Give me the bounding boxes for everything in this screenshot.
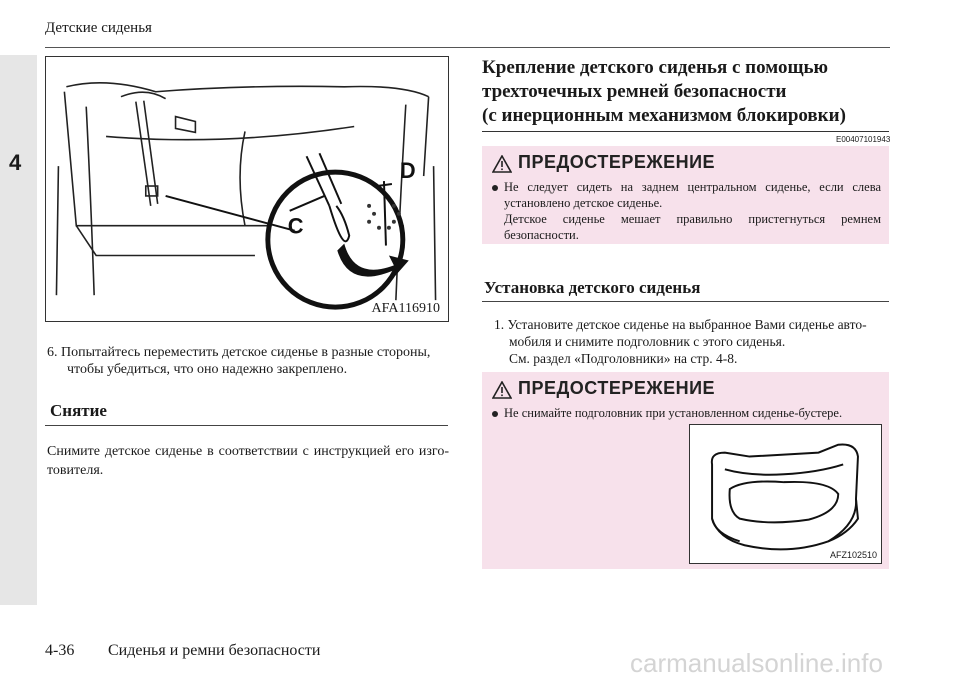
warning-2-title: ПРЕДОСТЕРЕЖЕНИЕ bbox=[518, 378, 716, 398]
bullet-icon bbox=[492, 185, 498, 191]
install-step1-line3: См. раздел «Подголовники» на стр. 4-8. bbox=[509, 351, 738, 366]
bullet-icon bbox=[492, 411, 498, 417]
removal-rule bbox=[45, 425, 448, 426]
header-rule bbox=[45, 47, 890, 48]
warning-1-continuation: Детское сиденье мешает правильно пристегнуться ремнем безопасности. bbox=[504, 212, 881, 243]
seat-anchor-illustration bbox=[46, 57, 448, 321]
watermark: carmanualsonline.info bbox=[630, 648, 883, 678]
warning-1-title: ПРЕДОСТЕРЕЖЕНИЕ bbox=[518, 152, 716, 172]
figure-code: AFA116910 bbox=[371, 301, 440, 316]
warning-1-header bbox=[492, 152, 881, 173]
install-step1-line2: мобиля и снимите подголовник с этого сиденья. bbox=[509, 334, 786, 349]
booster-figure-code: AFZ102510 bbox=[829, 550, 877, 560]
step-6-line1: 6. Попытайтесь переместить детское сиденье в разные стороны, bbox=[47, 345, 431, 360]
section-title-line1: Крепление детского сиденья с помощью bbox=[482, 57, 829, 78]
section-code: E00407101943 bbox=[836, 135, 891, 144]
install-step1-line1: 1. Установите детское сиденье на выбранное Вами сиденье авто- bbox=[494, 317, 867, 332]
booster-seat-illustration bbox=[690, 425, 881, 563]
callout-d: D bbox=[399, 158, 416, 184]
running-header: Детские сиденья bbox=[45, 20, 152, 36]
callout-c: C bbox=[287, 213, 304, 239]
section-title bbox=[482, 56, 889, 128]
removal-text: Снимите детское сиденье в соответствии с инструкцией его изго-товителя. bbox=[47, 444, 449, 478]
install-heading: Установка детского сиденья bbox=[484, 278, 701, 297]
section-title-line2: трехточечных ремней безопасности bbox=[482, 81, 787, 102]
warning-2-header bbox=[492, 378, 881, 399]
install-rule bbox=[482, 301, 889, 302]
title-rule bbox=[482, 131, 889, 132]
footer-section-title: Сиденья и ремни безопасности bbox=[108, 642, 321, 659]
warning-triangle-icon bbox=[492, 155, 512, 173]
warning-2-bullet: Не снимайте подголовник при установленном сиденье-бустере. bbox=[492, 405, 881, 421]
removal-heading: Снятие bbox=[50, 401, 107, 420]
warning-triangle-icon bbox=[492, 381, 512, 399]
warning-1-bullet: Не следует сидеть на заднем центральном сиденье, если слева установлено детское сиденье. bbox=[492, 179, 881, 211]
warning-box-1 bbox=[482, 146, 889, 244]
booster-seat-figure bbox=[689, 424, 882, 564]
section-title-line3: (с инерционным механизмом блокировки) bbox=[482, 105, 846, 126]
page-number: 4-36 bbox=[45, 642, 75, 659]
child-seat-anchor-figure bbox=[45, 56, 449, 322]
step-6-line2: чтобы убедиться, что оно надежно закреплено. bbox=[67, 362, 348, 377]
chapter-number: 4 bbox=[9, 150, 22, 175]
chapter-side-tab bbox=[0, 55, 37, 605]
